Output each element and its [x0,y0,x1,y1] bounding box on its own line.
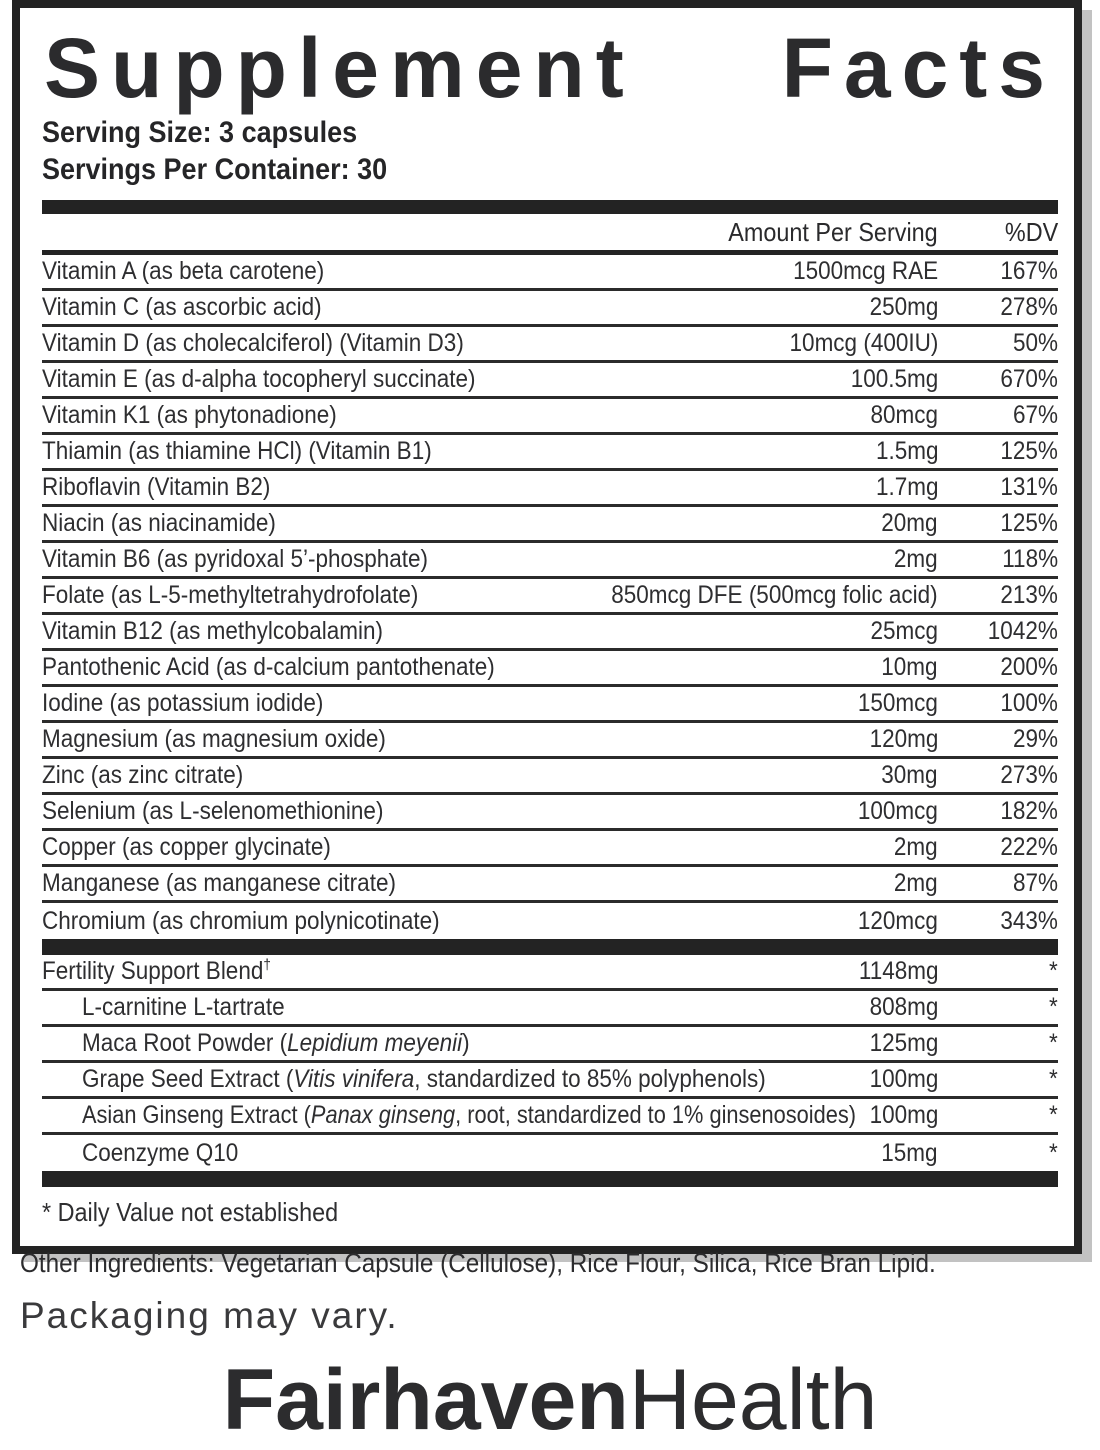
nutrient-name: Vitamin E (as d-alpha tocopheryl succinate) [42,365,476,393]
nutrient-name: Thiamin (as thiamine HCl) (Vitamin B1) [42,437,432,465]
servings-per-container-line [42,151,1058,188]
nutrient-dv: * [1049,1101,1058,1129]
nutrient-name: Asian Ginseng Extract (Panax ginseng, root, standardized to 1% ginsenosoides) [82,1101,857,1129]
nutrient-name: Vitamin K1 (as phytonadione) [42,401,337,429]
nutrient-name: Vitamin B12 (as methylcobalamin) [42,617,383,645]
table-row [42,831,1058,867]
nutrient-name: L-carnitine L-tartrate [82,993,285,1021]
nutrient-amount: 10mcg (400IU) [789,329,938,357]
nutrient-name: Maca Root Powder (Lepidium meyenii) [82,1029,470,1057]
table-row [42,471,1058,507]
nutrient-amount: 2mg [894,869,938,897]
nutrient-dv: 50% [1012,329,1058,357]
nutrient-name: Coenzyme Q10 [82,1138,239,1167]
nutrient-amount: 2mg [894,833,938,861]
panel-title-word-1: Supplement [44,21,635,115]
nutrient-name: Copper (as copper glycinate) [42,833,331,861]
nutrient-amount: 20mg [881,509,938,537]
table-row [42,255,1058,291]
panel-title [44,22,1056,114]
nutrient-dv: 1042% [987,617,1058,645]
nutrient-name: Riboflavin (Vitamin B2) [42,473,271,501]
nutrient-amount: 125mg [869,1029,938,1057]
nutrient-dv: 100% [1000,689,1058,717]
table-row [42,435,1058,471]
nutrient-amount: 1148mg [858,957,938,985]
nutrient-dv: * [1049,957,1058,985]
nutrient-dv: 87% [1012,869,1058,897]
nutrient-name: Pantothenic Acid (as d-calcium pantothenate) [42,653,495,681]
serving-size-line [42,114,1058,151]
nutrient-amount: 100mcg [857,797,938,825]
brand-logo [20,1351,1080,1450]
other-ingredients-line: Other Ingredients: Vegetarian Capsule (Cellulose), Rice Flour, Silica, Rice Bran Lipid. [20,1248,936,1278]
nutrient-dv: * [1049,1138,1058,1167]
nutrient-name: Vitamin C (as ascorbic acid) [42,293,322,321]
table-row [42,363,1058,399]
table-row [42,399,1058,435]
nutrient-name: Manganese (as manganese citrate) [42,869,396,897]
nutrient-dv: 213% [1000,581,1058,609]
nutrient-name: Niacin (as niacinamide) [42,509,276,537]
nutrient-amount: 2mg [894,545,938,573]
nutrient-dv: 200% [1000,653,1058,681]
nutrient-amount: 100mg [869,1101,938,1129]
nutrient-amount: 850mcg DFE (500mcg folic acid) [611,581,938,609]
nutrient-name: Grape Seed Extract (Vitis vinifera, standardized to 85% polyphenols) [82,1065,766,1093]
supplement-facts-panel [12,0,1082,1254]
nutrient-amount: 1.7mg [875,473,938,501]
brand-logo-light: Health [628,1352,878,1448]
nutrient-amount: 100.5mg [850,365,938,393]
below-panel-area [20,1248,1080,1450]
nutrient-amount: 100mg [869,1065,938,1093]
table-row [42,903,1058,939]
nutrient-dv: 125% [1000,437,1058,465]
nutrient-amount: 80mcg [870,401,938,429]
divider-bar-top [42,200,1058,214]
column-header-dv: %DV [1004,216,1058,247]
nutrient-dv: * [1049,1065,1058,1093]
nutrient-name: Fertility Support Blend† [42,956,271,985]
nutrient-dv: 670% [1000,365,1058,393]
nutrient-name: Selenium (as L-selenomethionine) [42,797,384,825]
table-row [42,1099,1058,1135]
table-row [42,615,1058,651]
nutrient-dv: * [1049,1029,1058,1057]
nutrient-amount: 120mcg [857,906,938,935]
table-row [42,867,1058,903]
nutrient-dv: 131% [1000,473,1058,501]
nutrient-name: Vitamin D (as cholecalciferol) (Vitamin D3) [42,329,464,357]
nutrient-amount: 1500mcg RAE [792,257,938,285]
blend-rows [42,955,1058,1171]
table-row [42,327,1058,363]
divider-bar-blend [42,939,1058,955]
nutrient-dv: 67% [1012,401,1058,429]
table-header-row [42,214,1058,255]
nutrient-dv: 278% [1000,293,1058,321]
nutrient-name: Vitamin A (as beta carotene) [42,257,325,285]
table-row [42,991,1058,1027]
table-row [42,651,1058,687]
nutrient-dv: 29% [1012,725,1058,753]
table-row [42,955,1058,991]
nutrient-dv: 343% [1000,906,1058,935]
brand-logo-bold: Fairhaven [222,1352,629,1448]
table-row [42,759,1058,795]
nutrient-name: Folate (as L-5-methyltetrahydrofolate) [42,581,419,609]
nutrient-rows [42,255,1058,939]
table-row [42,543,1058,579]
divider-bar-bottom [42,1171,1058,1187]
nutrient-dv: 118% [1002,545,1058,573]
table-row [42,1027,1058,1063]
table-row [42,723,1058,759]
servings-per-container-text: Servings Per Container: 30 [42,153,388,186]
table-row [42,687,1058,723]
daily-value-footnote: * Daily Value not established [42,1197,339,1227]
nutrient-name: Vitamin B6 (as pyridoxal 5’-phosphate) [42,545,429,573]
table-row [42,507,1058,543]
nutrient-dv: 125% [1000,509,1058,537]
table-row [42,579,1058,615]
nutrient-dv: 222% [1000,833,1058,861]
nutrient-dv: * [1049,993,1058,1021]
nutrient-dv: 167% [1000,257,1058,285]
table-row [42,291,1058,327]
nutrient-amount: 15mg [881,1138,938,1167]
table-row [42,1135,1058,1171]
table-row [42,795,1058,831]
nutrient-amount: 250mg [869,293,938,321]
nutrient-dv: 182% [1000,797,1058,825]
panel-title-word-2: Facts [781,21,1056,115]
packaging-note: Packaging may vary. [20,1295,399,1336]
nutrient-amount: 30mg [881,761,938,789]
nutrient-name: Chromium (as chromium polynicotinate) [42,906,440,935]
nutrient-name: Iodine (as potassium iodide) [42,689,324,717]
column-header-amount: Amount Per Serving [728,216,938,247]
nutrient-amount: 10mg [881,653,938,681]
nutrient-amount: 150mcg [857,689,938,717]
nutrient-amount: 808mg [869,993,938,1021]
serving-size-text: Serving Size: 3 capsules [42,116,358,149]
nutrient-name: Zinc (as zinc citrate) [42,761,244,789]
nutrient-amount: 25mcg [870,617,938,645]
table-row [42,1063,1058,1099]
nutrient-amount: 120mg [869,725,938,753]
nutrient-amount: 1.5mg [875,437,938,465]
nutrient-name: Magnesium (as magnesium oxide) [42,725,386,753]
nutrient-dv: 273% [1000,761,1058,789]
